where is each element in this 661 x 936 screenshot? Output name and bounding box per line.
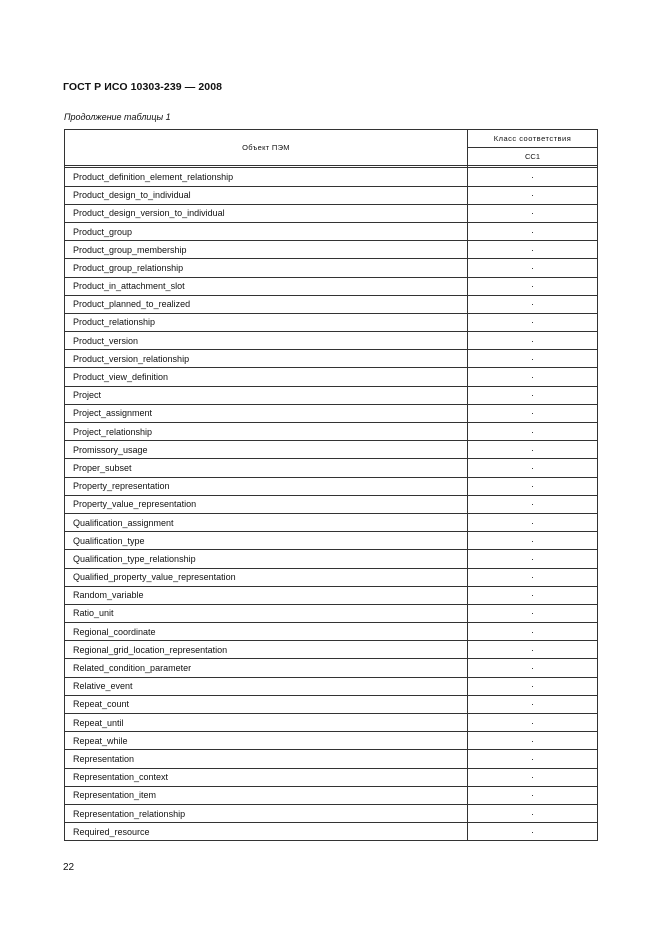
table-row <box>65 313 598 331</box>
object-name-cell: Product_view_definition <box>65 368 468 386</box>
table-row <box>65 368 598 386</box>
object-name-cell: Product_in_attachment_slot <box>65 277 468 295</box>
table-row <box>65 404 598 422</box>
table-row <box>65 477 598 495</box>
cc1-mark-cell: · <box>468 259 598 277</box>
object-name-cell: Repeat_count <box>65 695 468 713</box>
object-name-cell: Qualification_assignment <box>65 513 468 531</box>
table-row <box>65 732 598 750</box>
object-name-cell: Property_representation <box>65 477 468 495</box>
cc1-mark-cell: · <box>468 423 598 441</box>
object-name-cell: Product_planned_to_realized <box>65 295 468 313</box>
cc1-mark-cell: · <box>468 532 598 550</box>
cc1-mark-cell: · <box>468 750 598 768</box>
object-name-cell: Representation <box>65 750 468 768</box>
cc1-mark-cell: · <box>468 641 598 659</box>
cc1-mark-cell: · <box>468 168 598 186</box>
cc1-mark-cell: · <box>468 786 598 804</box>
cc1-mark-cell: · <box>468 732 598 750</box>
table-row <box>65 786 598 804</box>
table-row <box>65 386 598 404</box>
table-row <box>65 332 598 350</box>
table-row <box>65 495 598 513</box>
table-header-row <box>65 130 598 148</box>
table-row <box>65 695 598 713</box>
table-row <box>65 550 598 568</box>
cc1-mark-cell: · <box>468 513 598 531</box>
cc1-mark-cell: · <box>468 695 598 713</box>
table-row <box>65 295 598 313</box>
table-row <box>65 659 598 677</box>
conformance-table <box>64 129 598 841</box>
cc1-mark-cell: · <box>468 222 598 240</box>
cc1-mark-cell: · <box>468 714 598 732</box>
cc1-mark-cell: · <box>468 204 598 222</box>
object-name-cell: Ratio_unit <box>65 604 468 622</box>
cc1-mark-cell: · <box>468 277 598 295</box>
cc1-mark-cell: · <box>468 586 598 604</box>
table-row <box>65 714 598 732</box>
table-row <box>65 277 598 295</box>
object-name-cell: Relative_event <box>65 677 468 695</box>
table-caption: Продолжение таблицы 1 <box>64 112 171 122</box>
cc1-mark-cell: · <box>468 804 598 822</box>
cc1-mark-cell: · <box>468 350 598 368</box>
object-name-cell: Product_design_version_to_individual <box>65 204 468 222</box>
table-row <box>65 423 598 441</box>
table-row <box>65 186 598 204</box>
cc1-mark-cell: · <box>468 477 598 495</box>
table-row <box>65 641 598 659</box>
table-row <box>65 241 598 259</box>
table-row <box>65 513 598 531</box>
cc1-mark-cell: · <box>468 550 598 568</box>
object-name-cell: Qualified_property_value_representation <box>65 568 468 586</box>
cc1-mark-cell: · <box>468 604 598 622</box>
header-class-column: Класс соответствия <box>468 130 598 148</box>
cc1-mark-cell: · <box>468 186 598 204</box>
object-name-cell: Property_value_representation <box>65 495 468 513</box>
cc1-mark-cell: · <box>468 823 598 841</box>
object-name-cell: Qualification_type_relationship <box>65 550 468 568</box>
table-row <box>65 804 598 822</box>
header-object-column: Объект ПЭМ <box>65 130 468 166</box>
object-name-cell: Product_relationship <box>65 313 468 331</box>
cc1-mark-cell: · <box>468 386 598 404</box>
table-row <box>65 350 598 368</box>
object-name-cell: Product_version_relationship <box>65 350 468 368</box>
object-name-cell: Proper_subset <box>65 459 468 477</box>
cc1-mark-cell: · <box>468 404 598 422</box>
object-name-cell: Representation_context <box>65 768 468 786</box>
table-row <box>65 568 598 586</box>
cc1-mark-cell: · <box>468 441 598 459</box>
page-number: 22 <box>63 862 75 873</box>
cc1-mark-cell: · <box>468 659 598 677</box>
table-row <box>65 586 598 604</box>
table-row <box>65 750 598 768</box>
cc1-mark-cell: · <box>468 495 598 513</box>
table-row <box>65 604 598 622</box>
object-name-cell: Repeat_while <box>65 732 468 750</box>
table-row <box>65 768 598 786</box>
object-name-cell: Random_variable <box>65 586 468 604</box>
object-name-cell: Regional_grid_location_representation <box>65 641 468 659</box>
table-row <box>65 441 598 459</box>
object-name-cell: Project <box>65 386 468 404</box>
object-name-cell: Related_condition_parameter <box>65 659 468 677</box>
object-name-cell: Product_group_membership <box>65 241 468 259</box>
cc1-mark-cell: · <box>468 295 598 313</box>
object-name-cell: Representation_item <box>65 786 468 804</box>
table-row <box>65 677 598 695</box>
object-name-cell: Required_resource <box>65 823 468 841</box>
cc1-mark-cell: · <box>468 332 598 350</box>
object-name-cell: Regional_coordinate <box>65 623 468 641</box>
object-name-cell: Promissory_usage <box>65 441 468 459</box>
table-row <box>65 623 598 641</box>
object-name-cell: Product_definition_element_relationship <box>65 168 468 186</box>
table-body <box>65 130 598 841</box>
cc1-mark-cell: · <box>468 677 598 695</box>
object-name-cell: Product_group_relationship <box>65 259 468 277</box>
table-row <box>65 532 598 550</box>
cc1-mark-cell: · <box>468 313 598 331</box>
table-row <box>65 823 598 841</box>
object-name-cell: Product_group <box>65 222 468 240</box>
table-row <box>65 204 598 222</box>
cc1-mark-cell: · <box>468 459 598 477</box>
cc1-mark-cell: · <box>468 623 598 641</box>
table-row <box>65 459 598 477</box>
object-name-cell: Repeat_until <box>65 714 468 732</box>
object-name-cell: Product_design_to_individual <box>65 186 468 204</box>
header-cc1-column: CC1 <box>468 148 598 166</box>
object-name-cell: Qualification_type <box>65 532 468 550</box>
document-title: ГОСТ Р ИСО 10303-239 — 2008 <box>63 81 223 93</box>
table-row <box>65 168 598 186</box>
cc1-mark-cell: · <box>468 241 598 259</box>
object-name-cell: Product_version <box>65 332 468 350</box>
cc1-mark-cell: · <box>468 568 598 586</box>
object-name-cell: Representation_relationship <box>65 804 468 822</box>
object-name-cell: Project_assignment <box>65 404 468 422</box>
cc1-mark-cell: · <box>468 368 598 386</box>
table-row <box>65 222 598 240</box>
cc1-mark-cell: · <box>468 768 598 786</box>
table-row <box>65 259 598 277</box>
object-name-cell: Project_relationship <box>65 423 468 441</box>
